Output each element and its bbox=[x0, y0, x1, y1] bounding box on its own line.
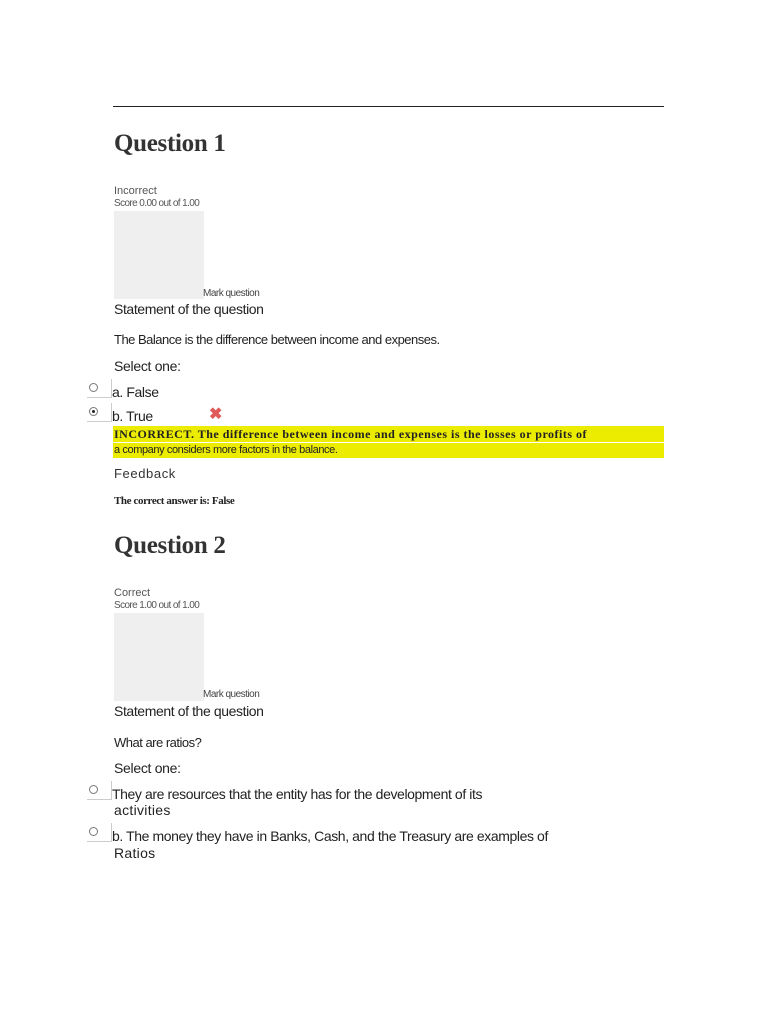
q2-option-a-continuation[interactable]: activities bbox=[114, 802, 171, 818]
question-text-2: What are ratios? bbox=[114, 735, 202, 750]
option-a-label[interactable]: a. False bbox=[112, 384, 159, 400]
q2-option-b-continuation[interactable]: Ratios bbox=[114, 845, 156, 861]
q2-option-a-radio-wrap[interactable] bbox=[87, 781, 112, 800]
question-1-score: Score 0.00 out of 1.00 bbox=[114, 198, 200, 209]
question-2-score: Score 1.00 out of 1.00 bbox=[114, 600, 200, 611]
flag-question-box-2[interactable] bbox=[114, 613, 204, 701]
question-1-state: Incorrect bbox=[114, 185, 157, 197]
specific-feedback-line-1: INCORRECT. The difference between income and expenses is the losses or profits of bbox=[114, 427, 588, 441]
option-b-radio[interactable] bbox=[89, 407, 98, 416]
mark-question-link-2[interactable]: Mark question bbox=[203, 689, 260, 700]
statement-heading-2: Statement of the question bbox=[114, 703, 264, 719]
option-b-label[interactable]: b. True bbox=[112, 408, 153, 424]
select-one-label-2: Select one: bbox=[114, 760, 181, 776]
q2-option-b-label[interactable]: b. The money they have in Banks, Cash, and the Treasury are examples of bbox=[112, 828, 548, 844]
feedback-heading: Feedback bbox=[114, 466, 176, 481]
question-text: The Balance is the difference between income and expenses. bbox=[114, 332, 440, 347]
mark-question-link[interactable]: Mark question bbox=[203, 288, 260, 299]
statement-heading: Statement of the question bbox=[114, 301, 264, 317]
option-b-radio-wrap[interactable] bbox=[87, 403, 112, 422]
correct-answer-text: The correct answer is: False bbox=[114, 495, 235, 507]
option-a-radio[interactable] bbox=[89, 383, 98, 392]
q2-option-b-radio-wrap[interactable] bbox=[87, 823, 112, 842]
cross-icon: ✖ bbox=[209, 406, 223, 423]
question-1-title: Question 1 bbox=[114, 130, 226, 157]
question-2-state: Correct bbox=[114, 587, 151, 599]
q2-option-b-radio[interactable] bbox=[89, 827, 98, 836]
flag-question-box[interactable] bbox=[114, 211, 204, 299]
header-divider bbox=[113, 106, 664, 107]
specific-feedback-line-2: a company considers more factors in the balance. bbox=[114, 444, 338, 456]
q2-option-a-radio[interactable] bbox=[89, 785, 98, 794]
q2-option-a-label[interactable]: They are resources that the entity has for the development of its bbox=[112, 786, 483, 802]
select-one-label: Select one: bbox=[114, 358, 181, 374]
option-a-radio-wrap[interactable] bbox=[87, 379, 112, 398]
question-2-title: Question 2 bbox=[114, 532, 226, 559]
